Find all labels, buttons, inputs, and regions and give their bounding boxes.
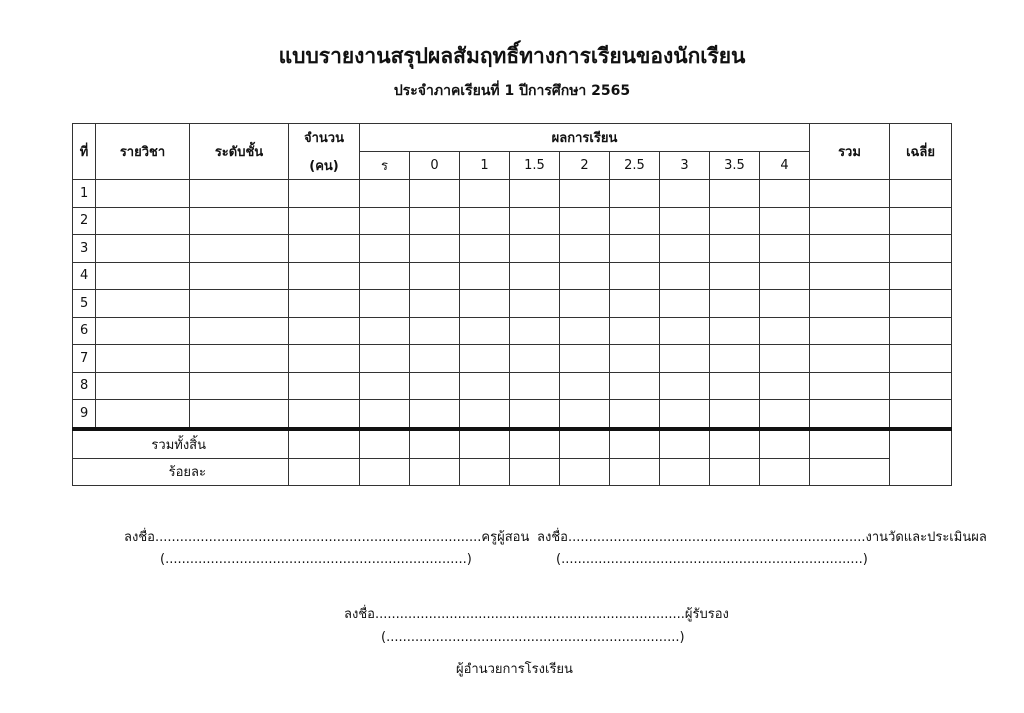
grade-header: 1.5 — [510, 152, 560, 180]
table-cell — [360, 345, 410, 373]
table-cell — [510, 372, 560, 400]
header-level: ระดับชั้น — [190, 124, 289, 180]
table-cell — [810, 235, 890, 263]
table-cell — [289, 317, 360, 345]
table-cell — [460, 235, 510, 263]
table-cell — [660, 262, 710, 290]
table-cell — [410, 262, 460, 290]
table-row — [73, 400, 952, 429]
table-cell — [760, 235, 810, 263]
table-cell — [890, 290, 952, 318]
summary-total-label: รวมทั้งสิ้น — [73, 429, 289, 459]
table-cell — [560, 235, 610, 263]
table-cell — [660, 290, 710, 318]
row-number: 8 — [73, 372, 96, 400]
grade-header: 3.5 — [710, 152, 760, 180]
table-cell — [360, 400, 410, 429]
table-cell — [510, 290, 560, 318]
table-cell — [289, 290, 360, 318]
table-cell — [660, 372, 710, 400]
table-cell — [890, 180, 952, 208]
table-cell — [710, 317, 760, 345]
table-cell — [410, 180, 460, 208]
table-cell — [890, 400, 952, 429]
table-cell — [810, 345, 890, 373]
table-row — [73, 262, 952, 290]
table-row — [73, 317, 952, 345]
table-cell — [610, 290, 660, 318]
table-cell — [810, 290, 890, 318]
table-cell — [760, 317, 810, 345]
header-results: ผลการเรียน — [360, 124, 810, 152]
header-count-line1: จำนวน — [289, 124, 360, 152]
table-cell — [710, 458, 760, 485]
grade-header: 1 — [460, 152, 510, 180]
table-cell — [410, 400, 460, 429]
table-cell — [190, 400, 289, 429]
row-number: 4 — [73, 262, 96, 290]
table-cell — [460, 429, 510, 459]
table-cell — [289, 345, 360, 373]
table-cell — [560, 317, 610, 345]
header-no: ที่ — [73, 124, 96, 180]
table-cell — [190, 180, 289, 208]
table-cell — [560, 400, 610, 429]
table-cell — [710, 290, 760, 318]
table-cell — [560, 458, 610, 485]
teacher-sign-dots: ............................................................................... — [154, 530, 482, 545]
table-cell — [760, 207, 810, 235]
table-cell — [360, 372, 410, 400]
table-cell — [710, 345, 760, 373]
table-cell — [710, 180, 760, 208]
table-cell — [560, 207, 610, 235]
table-cell — [96, 180, 190, 208]
table-cell — [560, 290, 610, 318]
table-cell — [96, 345, 190, 373]
header-average: เฉลี่ย — [890, 124, 952, 180]
director-title: ผู้อำนวยการโรงเรียน — [456, 662, 573, 677]
table-cell — [460, 262, 510, 290]
table-cell — [810, 180, 890, 208]
table-cell — [360, 429, 410, 459]
eval-sign-dots: ........................................................................ — [567, 530, 866, 545]
table-row — [73, 207, 952, 235]
table-cell — [460, 458, 510, 485]
table-cell — [460, 372, 510, 400]
table-cell — [360, 262, 410, 290]
table-cell — [810, 207, 890, 235]
table-cell — [96, 235, 190, 263]
table-cell — [710, 372, 760, 400]
teacher-name-line: (.........................................................................) — [160, 552, 472, 567]
approver-name-line: (.......................................................................) — [381, 630, 685, 645]
table-cell — [410, 317, 460, 345]
table-cell — [610, 207, 660, 235]
table-cell — [96, 317, 190, 345]
eval-name-line: (.........................................................................) — [556, 552, 868, 567]
table-cell — [360, 290, 410, 318]
grade-header: 0 — [410, 152, 460, 180]
table-cell — [560, 262, 610, 290]
table-cell — [710, 207, 760, 235]
row-number: 6 — [73, 317, 96, 345]
table-cell — [890, 429, 952, 486]
table-cell — [760, 429, 810, 459]
table-cell — [96, 372, 190, 400]
table-cell — [96, 207, 190, 235]
table-cell — [710, 429, 760, 459]
table-cell — [360, 180, 410, 208]
table-cell — [660, 207, 710, 235]
grade-header: 3 — [660, 152, 710, 180]
table-cell — [289, 262, 360, 290]
header-total: รวม — [810, 124, 890, 180]
grade-header: 4 — [760, 152, 810, 180]
table-cell — [660, 235, 710, 263]
row-number: 7 — [73, 345, 96, 373]
table-cell — [610, 429, 660, 459]
table-cell — [360, 458, 410, 485]
evaluation-signature-line — [537, 526, 987, 547]
table-cell — [360, 235, 410, 263]
grade-header: ร — [360, 152, 410, 180]
row-number: 3 — [73, 235, 96, 263]
row-number: 5 — [73, 290, 96, 318]
table-cell — [610, 400, 660, 429]
table-cell — [410, 207, 460, 235]
teacher-sign-label: ลงชื่อ — [124, 530, 155, 545]
table-cell — [96, 400, 190, 429]
table-cell — [610, 458, 660, 485]
table-cell — [660, 180, 710, 208]
table-cell — [289, 429, 360, 459]
table-cell — [660, 400, 710, 429]
table-cell — [560, 372, 610, 400]
row-number: 9 — [73, 400, 96, 429]
grade-header: 2 — [560, 152, 610, 180]
table-cell — [760, 345, 810, 373]
table-cell — [190, 317, 289, 345]
table-row — [73, 180, 952, 208]
table-cell — [610, 317, 660, 345]
table-cell — [510, 458, 560, 485]
table-cell — [289, 235, 360, 263]
table-cell — [760, 458, 810, 485]
table-cell — [360, 317, 410, 345]
table-cell — [760, 290, 810, 318]
table-cell — [289, 372, 360, 400]
table-cell — [510, 400, 560, 429]
table-cell — [710, 400, 760, 429]
row-number: 1 — [73, 180, 96, 208]
summary-percent-label: ร้อยละ — [73, 458, 289, 485]
table-cell — [760, 262, 810, 290]
report-title: แบบรายงานสรุปผลสัมฤทธิ์ทางการเรียนของนักเรียน — [278, 44, 746, 68]
table-cell — [190, 290, 289, 318]
table-cell — [510, 345, 560, 373]
table-cell — [190, 262, 289, 290]
eval-role: งานวัดและประเมินผล — [865, 530, 987, 545]
table-cell — [610, 262, 660, 290]
table-cell — [190, 372, 289, 400]
table-cell — [610, 180, 660, 208]
table-cell — [289, 458, 360, 485]
table-cell — [560, 429, 610, 459]
table-cell — [510, 180, 560, 208]
table-cell — [760, 372, 810, 400]
table-cell — [510, 207, 560, 235]
table-cell — [190, 345, 289, 373]
table-cell — [410, 290, 460, 318]
table-cell — [810, 458, 890, 485]
table-cell — [710, 235, 760, 263]
table-cell — [460, 290, 510, 318]
table-cell — [810, 262, 890, 290]
table-cell — [289, 180, 360, 208]
eval-sign-label: ลงชื่อ — [537, 530, 568, 545]
table-cell — [289, 207, 360, 235]
results-table — [72, 123, 952, 486]
table-cell — [660, 345, 710, 373]
table-cell — [890, 262, 952, 290]
table-cell — [460, 317, 510, 345]
table-cell — [410, 429, 460, 459]
table-cell — [560, 180, 610, 208]
table-cell — [610, 235, 660, 263]
table-cell — [510, 262, 560, 290]
table-cell — [510, 429, 560, 459]
table-cell — [660, 458, 710, 485]
report-subtitle: ประจำภาคเรียนที่ 1 ปีการศึกษา 2565 — [393, 83, 631, 99]
approver-sign-label: ลงชื่อ — [344, 607, 375, 622]
header-subject: รายวิชา — [96, 124, 190, 180]
table-cell — [890, 207, 952, 235]
table-cell — [890, 317, 952, 345]
row-number: 2 — [73, 207, 96, 235]
table-row — [73, 290, 952, 318]
approver-sign-dots: ........................................................................... — [374, 607, 685, 622]
table-cell — [190, 207, 289, 235]
grade-header: 2.5 — [610, 152, 660, 180]
table-cell — [96, 290, 190, 318]
approver-signature-line — [344, 603, 729, 624]
approver-role: ผู้รับรอง — [684, 607, 729, 622]
table-row — [73, 345, 952, 373]
summary-total-row — [73, 429, 952, 459]
table-cell — [810, 400, 890, 429]
table-cell — [460, 180, 510, 208]
table-cell — [710, 262, 760, 290]
summary-percent-row — [73, 458, 952, 485]
table-cell — [460, 400, 510, 429]
table-cell — [360, 207, 410, 235]
table-cell — [760, 400, 810, 429]
table-cell — [410, 235, 460, 263]
table-row — [73, 235, 952, 263]
table-row — [73, 372, 952, 400]
table-cell — [410, 458, 460, 485]
table-cell — [410, 345, 460, 373]
table-cell — [760, 180, 810, 208]
table-cell — [510, 317, 560, 345]
table-cell — [460, 345, 510, 373]
table-cell — [810, 429, 890, 459]
table-cell — [560, 345, 610, 373]
table-cell — [190, 235, 289, 263]
table-cell — [410, 372, 460, 400]
table-cell — [610, 372, 660, 400]
teacher-signature-line — [124, 526, 529, 547]
table-cell — [660, 429, 710, 459]
table-cell — [660, 317, 710, 345]
table-cell — [810, 317, 890, 345]
table-cell — [810, 372, 890, 400]
table-cell — [890, 372, 952, 400]
table-cell — [890, 235, 952, 263]
table-cell — [460, 207, 510, 235]
table-cell — [610, 345, 660, 373]
teacher-role: ครูผู้สอน — [481, 530, 530, 545]
table-cell — [96, 262, 190, 290]
header-count-line2: (คน) — [289, 152, 360, 180]
table-cell — [510, 235, 560, 263]
table-cell — [289, 400, 360, 429]
table-cell — [890, 345, 952, 373]
